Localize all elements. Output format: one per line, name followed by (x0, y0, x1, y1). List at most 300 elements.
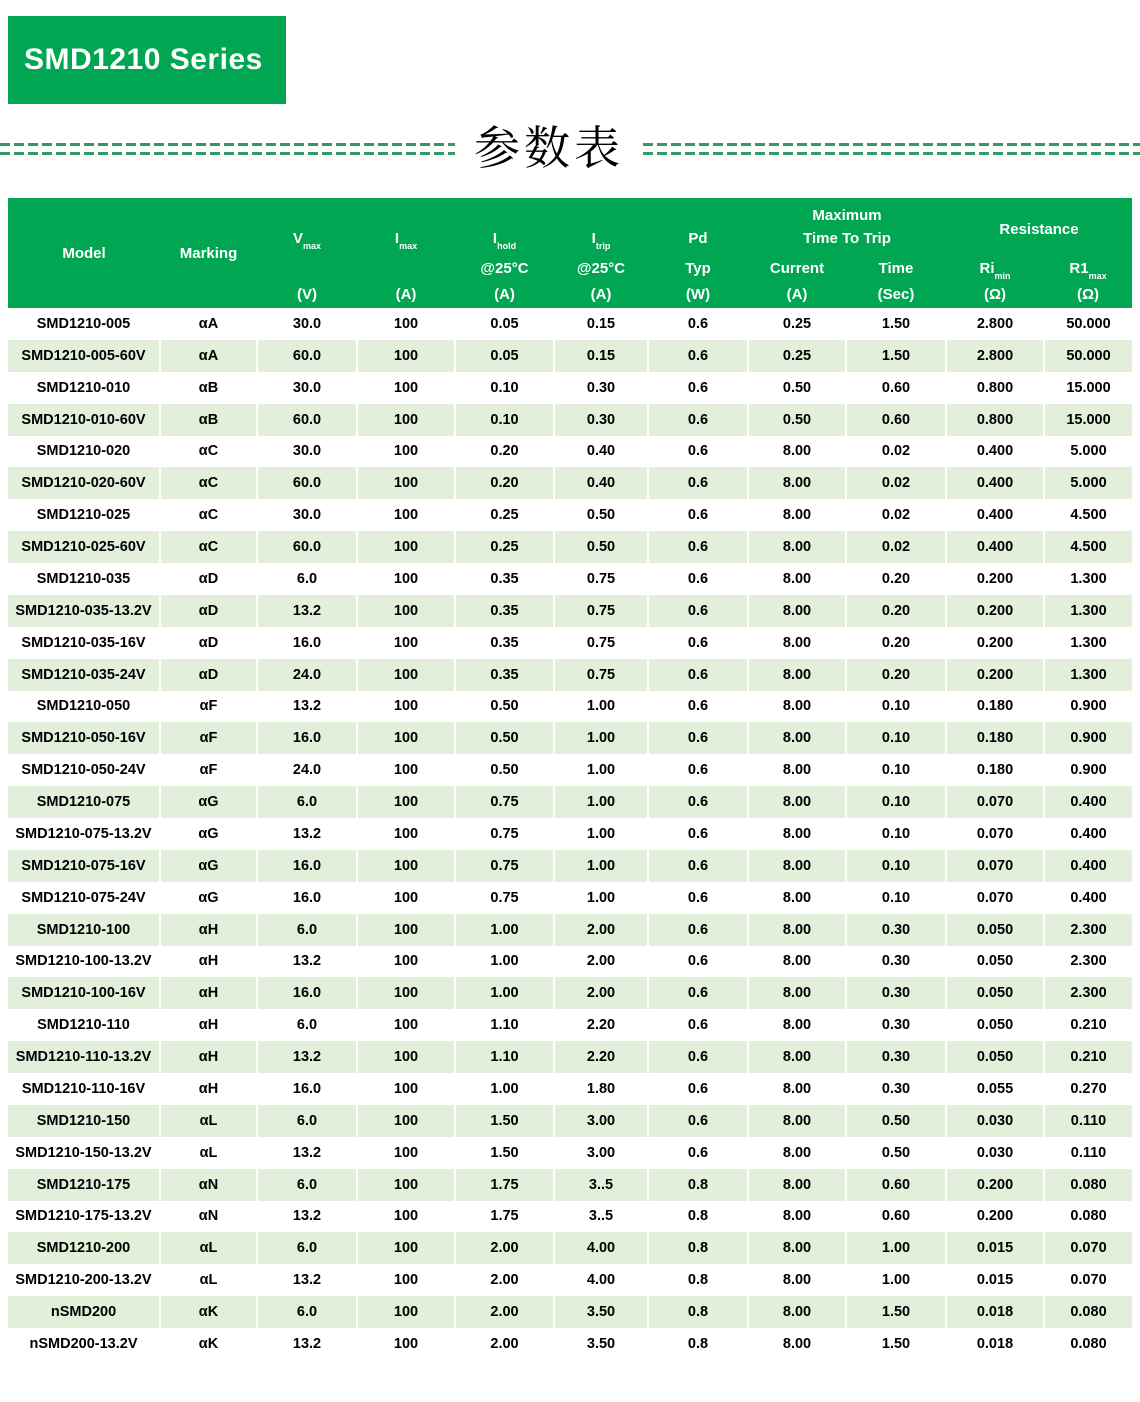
header-ihold: $I_{hold}$ @25°C (A) (480, 230, 529, 303)
cell-imax: 100 (357, 659, 455, 691)
cell-marking: αC (160, 531, 257, 563)
cell-ri-min: 0.030 (946, 1105, 1044, 1137)
cell-pd: 0.6 (648, 818, 748, 850)
header-resistance-group: Resistance $Ri_{min}$ (Ω) $R1_{max}$ (Ω) (946, 198, 1132, 308)
cell-trip-current: 0.25 (748, 308, 846, 340)
cell-marking: αG (160, 850, 257, 882)
cell-vmax: 16.0 (257, 977, 357, 1009)
cell-vmax: 6.0 (257, 1296, 357, 1328)
header-model: Model (62, 244, 106, 262)
cell-pd: 0.6 (648, 627, 748, 659)
cell-imax: 100 (357, 786, 455, 818)
cell-imax: 100 (357, 404, 455, 436)
cell-ri-min: 0.018 (946, 1328, 1044, 1360)
cell-trip-time: 0.60 (846, 372, 946, 404)
cell-marking: αF (160, 722, 257, 754)
cell-vmax: 60.0 (257, 467, 357, 499)
cell-itrip: 1.00 (554, 691, 648, 723)
cell-vmax: 6.0 (257, 1169, 357, 1201)
cell-ihold: 2.00 (455, 1232, 554, 1264)
table-row (8, 1105, 1132, 1137)
header-trip-current: Current (A) (769, 260, 825, 303)
cell-ri-min: 0.200 (946, 1201, 1044, 1233)
cell-pd: 0.6 (648, 436, 748, 468)
cell-pd: 0.6 (648, 1137, 748, 1169)
cell-trip-current: 0.25 (748, 340, 846, 372)
cell-r1-max: 0.070 (1044, 1232, 1132, 1264)
cell-trip-current: 8.00 (748, 914, 846, 946)
cell-vmax: 13.2 (257, 1041, 357, 1073)
cell-model: SMD1210-025-60V (8, 531, 160, 563)
cell-imax: 100 (357, 436, 455, 468)
cell-pd: 0.6 (648, 340, 748, 372)
cell-imax: 100 (357, 1232, 455, 1264)
cell-trip-current: 8.00 (748, 786, 846, 818)
cell-imax: 100 (357, 340, 455, 372)
cell-itrip: 0.15 (554, 308, 648, 340)
cell-trip-time: 0.20 (846, 659, 946, 691)
cell-marking: αL (160, 1137, 257, 1169)
cell-ihold: 1.10 (455, 1041, 554, 1073)
cell-itrip: 1.00 (554, 850, 648, 882)
cell-trip-current: 8.00 (748, 1105, 846, 1137)
table-row (8, 467, 1132, 499)
cell-itrip: 1.00 (554, 722, 648, 754)
cell-model: SMD1210-020-60V (8, 467, 160, 499)
cell-imax: 100 (357, 372, 455, 404)
header-pd: Pd Typ (W) (685, 230, 711, 303)
cell-vmax: 60.0 (257, 531, 357, 563)
table-row (8, 659, 1132, 691)
cell-pd: 0.6 (648, 467, 748, 499)
table-row (8, 1137, 1132, 1169)
cell-pd: 0.8 (648, 1296, 748, 1328)
cell-r1-max: 0.400 (1070, 889, 1107, 906)
table-row (8, 722, 1132, 754)
table-row (8, 404, 1132, 436)
cell-trip-time: 0.30 (846, 1073, 946, 1105)
cell-itrip: 0.30 (554, 372, 648, 404)
table-row (8, 691, 1132, 723)
cell-model: SMD1210-110-13.2V (8, 1041, 160, 1073)
cell-trip-current: 8.00 (748, 436, 846, 468)
cell-trip-time: 0.50 (846, 1137, 946, 1169)
cell-ihold: 1.00 (455, 914, 554, 946)
cell-imax: 100 (357, 1105, 455, 1137)
cell-ri-min: 0.200 (946, 595, 1044, 627)
cell-marking: αG (160, 818, 257, 850)
cell-ri-min: 0.180 (946, 722, 1044, 754)
cell-vmax: 6.0 (257, 1105, 357, 1137)
cell-vmax: 24.0 (257, 754, 357, 786)
cell-r1-max: 4.500 (1070, 507, 1107, 524)
cell-ihold: 0.50 (455, 691, 554, 723)
cell-ihold: 0.20 (455, 467, 554, 499)
header-trip-time: Time (Sec) (877, 260, 915, 303)
cell-r1-max: 2.300 (1044, 977, 1132, 1009)
cell-ihold: 0.25 (455, 499, 554, 531)
cell-pd: 0.6 (648, 977, 748, 1009)
cell-trip-time: 0.20 (846, 563, 946, 595)
cell-model: nSMD200-13.2V (8, 1328, 160, 1360)
cell-itrip: 1.00 (554, 882, 648, 914)
cell-ri-min: 0.180 (946, 754, 1044, 786)
cell-marking: αA (160, 308, 257, 340)
cell-vmax: 30.0 (257, 499, 357, 531)
cell-trip-time: 0.10 (846, 882, 946, 914)
cell-ri-min: 0.070 (946, 786, 1044, 818)
cell-pd: 0.6 (648, 882, 748, 914)
cell-vmax: 6.0 (257, 1009, 357, 1041)
cell-trip-current: 8.00 (748, 946, 846, 978)
cell-trip-time: 0.50 (846, 1105, 946, 1137)
cell-vmax: 6.0 (257, 563, 357, 595)
cell-ihold: 0.75 (455, 818, 554, 850)
cell-marking: αD (160, 659, 257, 691)
cell-r1-max: 0.900 (1070, 698, 1107, 715)
cell-marking: αG (160, 882, 257, 914)
cell-trip-current: 0.50 (748, 404, 846, 436)
table-row (8, 595, 1132, 627)
header-vmax: $V_{max}$ (V) (292, 230, 322, 303)
cell-model: SMD1210-100-13.2V (8, 946, 160, 978)
cell-r1-max: 50.000 (1044, 340, 1132, 372)
series-title: SMD1210 Series (24, 43, 263, 76)
cell-r1-max: 0.080 (1044, 1169, 1132, 1201)
cell-pd: 0.6 (648, 1105, 748, 1137)
cell-r1-max: 15.000 (1044, 404, 1132, 436)
cell-itrip: 0.40 (554, 467, 648, 499)
cell-ihold: 1.10 (455, 1009, 554, 1041)
cell-marking: αH (160, 977, 257, 1009)
cell-trip-current: 8.00 (748, 563, 846, 595)
cell-marking: αH (160, 946, 257, 978)
cell-vmax: 60.0 (257, 404, 357, 436)
cell-itrip: 3.50 (554, 1328, 648, 1360)
cell-trip-current: 8.00 (748, 1073, 846, 1105)
cell-vmax: 16.0 (257, 1073, 357, 1105)
cell-r1-max: 2.300 (1070, 953, 1107, 970)
cell-r1-max: 15.000 (1066, 379, 1111, 396)
cell-vmax: 13.2 (257, 1328, 357, 1360)
cell-marking: αN (160, 1169, 257, 1201)
cell-model: SMD1210-075 (8, 786, 160, 818)
cell-imax: 100 (357, 531, 455, 563)
cell-trip-current: 8.00 (748, 1232, 846, 1264)
cell-trip-time: 0.30 (846, 914, 946, 946)
table-row (8, 1009, 1132, 1041)
cell-ri-min: 0.030 (946, 1137, 1044, 1169)
header-max-time-to-trip-group: Maximum Time To Trip Current (A) Time (Sec) (748, 198, 946, 308)
cell-imax: 100 (357, 595, 455, 627)
cell-model: SMD1210-075-13.2V (8, 818, 160, 850)
table-row (8, 818, 1132, 850)
cell-marking: αD (160, 627, 257, 659)
cell-trip-time: 1.50 (846, 308, 946, 340)
cell-itrip: 0.75 (554, 595, 648, 627)
cell-ri-min: 0.070 (946, 882, 1044, 914)
cell-trip-time: 0.60 (846, 404, 946, 436)
cell-vmax: 30.0 (257, 436, 357, 468)
cell-trip-current: 8.00 (748, 659, 846, 691)
cell-itrip: 2.00 (554, 946, 648, 978)
cell-trip-time: 0.10 (846, 786, 946, 818)
cell-ri-min: 0.050 (946, 977, 1044, 1009)
cell-marking: αL (160, 1264, 257, 1296)
cell-ri-min: 0.015 (946, 1264, 1044, 1296)
cell-marking: αC (160, 436, 257, 468)
cell-marking: αL (160, 1232, 257, 1264)
table-row (8, 1328, 1132, 1360)
cell-marking: αH (160, 1009, 257, 1041)
cell-r1-max: 5.000 (1070, 443, 1107, 460)
cell-pd: 0.8 (648, 1264, 748, 1296)
cell-pd: 0.6 (648, 563, 748, 595)
table-row (8, 1232, 1132, 1264)
cell-r1-max: 0.400 (1070, 825, 1107, 842)
cell-trip-current: 8.00 (748, 691, 846, 723)
cell-vmax: 16.0 (257, 850, 357, 882)
cell-ihold: 1.00 (455, 977, 554, 1009)
cell-ihold: 0.75 (455, 850, 554, 882)
cell-marking: αC (160, 499, 257, 531)
cell-itrip: 1.00 (554, 786, 648, 818)
cell-ihold: 0.10 (455, 404, 554, 436)
cell-imax: 100 (357, 754, 455, 786)
cell-itrip: 2.00 (554, 914, 648, 946)
cell-r1-max: 0.900 (1044, 722, 1132, 754)
header-itrip: $I_{trip}$ @25°C (A) (576, 230, 626, 303)
cell-pd: 0.8 (648, 1232, 748, 1264)
cell-model: SMD1210-010-60V (8, 404, 160, 436)
cell-trip-current: 8.00 (748, 882, 846, 914)
cell-r1-max: 1.300 (1044, 595, 1132, 627)
cell-model: SMD1210-020 (8, 436, 160, 468)
cell-pd: 0.6 (648, 531, 748, 563)
cell-model: SMD1210-200 (8, 1232, 160, 1264)
cell-pd: 0.6 (648, 372, 748, 404)
cell-ri-min: 0.400 (946, 467, 1044, 499)
cell-model: SMD1210-035-16V (8, 627, 160, 659)
cell-ri-min: 0.070 (946, 850, 1044, 882)
cell-model: SMD1210-175-13.2V (8, 1201, 160, 1233)
cell-vmax: 13.2 (257, 1201, 357, 1233)
cell-r1-max: 0.270 (1070, 1080, 1107, 1097)
cell-pd: 0.6 (648, 659, 748, 691)
table-row (8, 914, 1132, 946)
cell-trip-time: 0.30 (846, 946, 946, 978)
cell-ri-min: 0.055 (946, 1073, 1044, 1105)
cell-model: SMD1210-075-16V (8, 850, 160, 882)
cell-imax: 100 (357, 1009, 455, 1041)
cell-r1-max: 0.210 (1070, 1017, 1107, 1034)
table-row (8, 754, 1132, 786)
cell-marking: αF (160, 754, 257, 786)
cell-imax: 100 (357, 691, 455, 723)
cell-trip-time: 1.50 (846, 340, 946, 372)
cell-vmax: 16.0 (257, 627, 357, 659)
cell-r1-max: 2.300 (1044, 914, 1132, 946)
table-row (8, 340, 1132, 372)
cell-imax: 100 (357, 308, 455, 340)
cell-r1-max: 0.080 (1070, 1335, 1107, 1352)
cell-trip-current: 8.00 (748, 627, 846, 659)
cell-model: SMD1210-035 (8, 563, 160, 595)
cell-ihold: 0.05 (455, 340, 554, 372)
cell-trip-current: 8.00 (748, 1264, 846, 1296)
cell-trip-current: 8.00 (748, 1009, 846, 1041)
cell-itrip: 0.75 (554, 659, 648, 691)
cell-trip-time: 0.02 (846, 436, 946, 468)
cell-ri-min: 0.200 (946, 659, 1044, 691)
cell-itrip: 3.00 (554, 1105, 648, 1137)
cell-trip-time: 0.30 (846, 1041, 946, 1073)
cell-ihold: 0.10 (455, 372, 554, 404)
table-row (8, 1264, 1132, 1296)
cell-trip-current: 8.00 (748, 467, 846, 499)
cell-trip-time: 1.50 (846, 1328, 946, 1360)
cell-ihold: 1.00 (455, 946, 554, 978)
cell-itrip: 0.50 (554, 531, 648, 563)
cell-imax: 100 (357, 818, 455, 850)
cell-imax: 100 (357, 563, 455, 595)
header-ri-min: $Ri_{min}$ (Ω) (979, 260, 1011, 303)
cell-marking: αA (160, 340, 257, 372)
cell-trip-time: 0.02 (846, 467, 946, 499)
cell-r1-max: 0.400 (1044, 786, 1132, 818)
cell-itrip: 3..5 (554, 1169, 648, 1201)
cell-model: SMD1210-050-16V (8, 722, 160, 754)
cell-model: SMD1210-005 (8, 308, 160, 340)
cell-r1-max: 0.110 (1044, 1105, 1132, 1137)
cell-ri-min: 0.050 (946, 1041, 1044, 1073)
section-title-band (0, 110, 1140, 190)
cell-ri-min: 0.018 (946, 1296, 1044, 1328)
cell-imax: 100 (357, 1041, 455, 1073)
cell-ihold: 0.50 (455, 754, 554, 786)
cell-model: SMD1210-005-60V (8, 340, 160, 372)
cell-trip-time: 0.10 (846, 691, 946, 723)
cell-imax: 100 (357, 1137, 455, 1169)
parameter-table (8, 198, 1132, 1360)
cell-trip-time: 0.10 (846, 754, 946, 786)
cell-marking: αB (160, 372, 257, 404)
table-row (8, 531, 1132, 563)
cell-trip-time: 0.60 (846, 1169, 946, 1201)
cell-ihold: 0.75 (455, 786, 554, 818)
cell-itrip: 2.20 (554, 1041, 648, 1073)
table-body (8, 308, 1132, 1360)
cell-ri-min: 0.180 (946, 691, 1044, 723)
cell-trip-time: 1.50 (846, 1296, 946, 1328)
cell-model: SMD1210-010 (8, 372, 160, 404)
table-row (8, 1296, 1132, 1328)
cell-r1-max: 0.070 (1070, 1272, 1107, 1289)
cell-itrip: 0.75 (554, 627, 648, 659)
cell-trip-time: 0.60 (846, 1201, 946, 1233)
cell-imax: 100 (357, 627, 455, 659)
cell-trip-current: 8.00 (748, 1137, 846, 1169)
cell-trip-current: 8.00 (748, 531, 846, 563)
cell-marking: αD (160, 563, 257, 595)
cell-trip-current: 8.00 (748, 722, 846, 754)
cell-pd: 0.6 (648, 691, 748, 723)
table-row (8, 372, 1132, 404)
cell-trip-time: 0.10 (846, 818, 946, 850)
cell-ihold: 0.25 (455, 531, 554, 563)
cell-marking: αC (160, 467, 257, 499)
parameter-table-body (8, 308, 1132, 1360)
table-row (8, 946, 1132, 978)
cell-trip-current: 8.00 (748, 754, 846, 786)
cell-vmax: 60.0 (257, 340, 357, 372)
cell-trip-current: 8.00 (748, 1041, 846, 1073)
cell-r1-max: 0.400 (1044, 850, 1132, 882)
header-imax: $I_{max}$ (A) (394, 230, 418, 303)
cell-model: SMD1210-110-16V (8, 1073, 160, 1105)
cell-r1-max: 5.000 (1044, 467, 1132, 499)
cell-imax: 100 (357, 850, 455, 882)
table-row (8, 308, 1132, 340)
cell-trip-time: 0.30 (846, 977, 946, 1009)
cell-ihold: 1.75 (455, 1201, 554, 1233)
cell-ri-min: 0.050 (946, 1009, 1044, 1041)
cell-model: SMD1210-100 (8, 914, 160, 946)
cell-marking: αK (160, 1296, 257, 1328)
cell-imax: 100 (357, 1296, 455, 1328)
cell-vmax: 6.0 (257, 786, 357, 818)
cell-pd: 0.8 (648, 1201, 748, 1233)
cell-itrip: 0.15 (554, 340, 648, 372)
cell-trip-current: 8.00 (748, 1201, 846, 1233)
cell-model: nSMD200 (8, 1296, 160, 1328)
cell-vmax: 13.2 (257, 946, 357, 978)
cell-vmax: 16.0 (257, 722, 357, 754)
cell-pd: 0.6 (648, 722, 748, 754)
cell-r1-max: 0.080 (1044, 1296, 1132, 1328)
cell-trip-time: 0.02 (846, 531, 946, 563)
table-row (8, 882, 1132, 914)
cell-model: SMD1210-035-13.2V (8, 595, 160, 627)
table-row (8, 977, 1132, 1009)
cell-itrip: 2.00 (554, 977, 648, 1009)
cell-pd: 0.6 (648, 1041, 748, 1073)
cell-ihold: 0.05 (455, 308, 554, 340)
cell-ihold: 0.75 (455, 882, 554, 914)
cell-r1-max: 1.300 (1044, 659, 1132, 691)
cell-trip-time: 0.02 (846, 499, 946, 531)
cell-imax: 100 (357, 499, 455, 531)
table-row (8, 850, 1132, 882)
cell-imax: 100 (357, 722, 455, 754)
cell-vmax: 6.0 (257, 914, 357, 946)
cell-model: SMD1210-175 (8, 1169, 160, 1201)
cell-ri-min: 0.400 (946, 531, 1044, 563)
cell-vmax: 13.2 (257, 1137, 357, 1169)
cell-ihold: 1.50 (455, 1105, 554, 1137)
cell-pd: 0.6 (648, 404, 748, 436)
cell-marking: αL (160, 1105, 257, 1137)
cell-ri-min: 0.050 (946, 946, 1044, 978)
cell-model: SMD1210-050 (8, 691, 160, 723)
cell-model: SMD1210-110 (8, 1009, 160, 1041)
cell-itrip: 3.50 (554, 1296, 648, 1328)
header-r1-max: $R1_{max}$ (Ω) (1069, 260, 1107, 303)
cell-ri-min: 0.015 (946, 1232, 1044, 1264)
cell-ihold: 2.00 (455, 1296, 554, 1328)
dashed-rule-left (0, 143, 455, 161)
cell-ri-min: 0.400 (946, 436, 1044, 468)
